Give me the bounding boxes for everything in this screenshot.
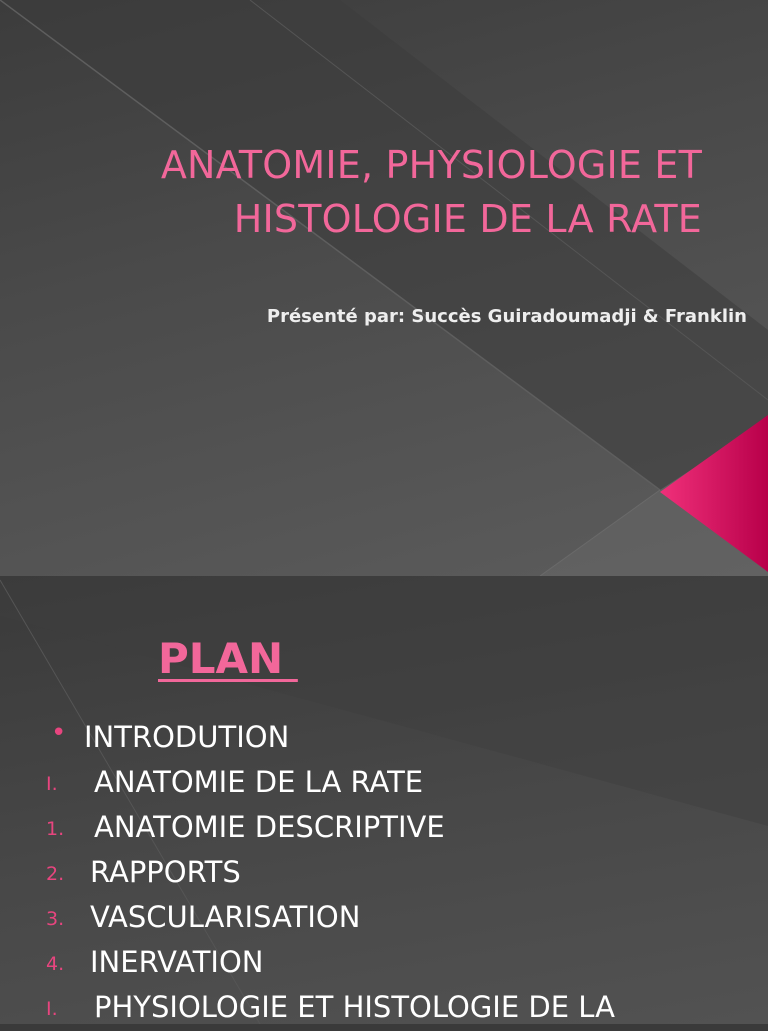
list-item-text: ANATOMIE DESCRIPTIVE bbox=[94, 810, 445, 844]
list-item bbox=[0, 806, 768, 851]
list-item bbox=[0, 716, 768, 761]
title-line-1: ANATOMIE, PHYSIOLOGIE ET bbox=[160, 143, 702, 187]
presenters-subtitle: Présenté par: Succès Guiradoumadji & Franklin bbox=[266, 306, 747, 327]
list-item bbox=[0, 896, 768, 941]
list-marker: 3. bbox=[46, 908, 65, 930]
list-item-text: VASCULARISATION bbox=[90, 900, 361, 934]
title-line-2: HISTOLOGIE DE LA RATE bbox=[233, 197, 702, 241]
list-item-text: INTRODUTION bbox=[84, 720, 290, 754]
plan-heading: PLAN bbox=[158, 634, 298, 683]
plan-outline-list bbox=[0, 716, 768, 1031]
list-item-text: ANATOMIE DE LA RATE bbox=[94, 765, 424, 799]
list-item-text: INERVATION bbox=[90, 945, 264, 979]
list-marker: 2. bbox=[46, 863, 65, 885]
bullet-marker: • bbox=[51, 718, 67, 748]
list-item bbox=[0, 986, 768, 1031]
list-marker: 1. bbox=[46, 818, 65, 840]
list-item bbox=[0, 941, 768, 986]
list-item-text: RAPPORTS bbox=[90, 855, 241, 889]
list-marker: 4. bbox=[46, 953, 65, 975]
list-item-text: PHYSIOLOGIE ET HISTOLOGIE DE LA bbox=[94, 990, 615, 1024]
presentation-title bbox=[42, 138, 702, 246]
list-item bbox=[0, 761, 768, 806]
list-marker: I. bbox=[46, 773, 58, 795]
list-marker: I. bbox=[46, 998, 58, 1020]
list-item bbox=[0, 851, 768, 896]
